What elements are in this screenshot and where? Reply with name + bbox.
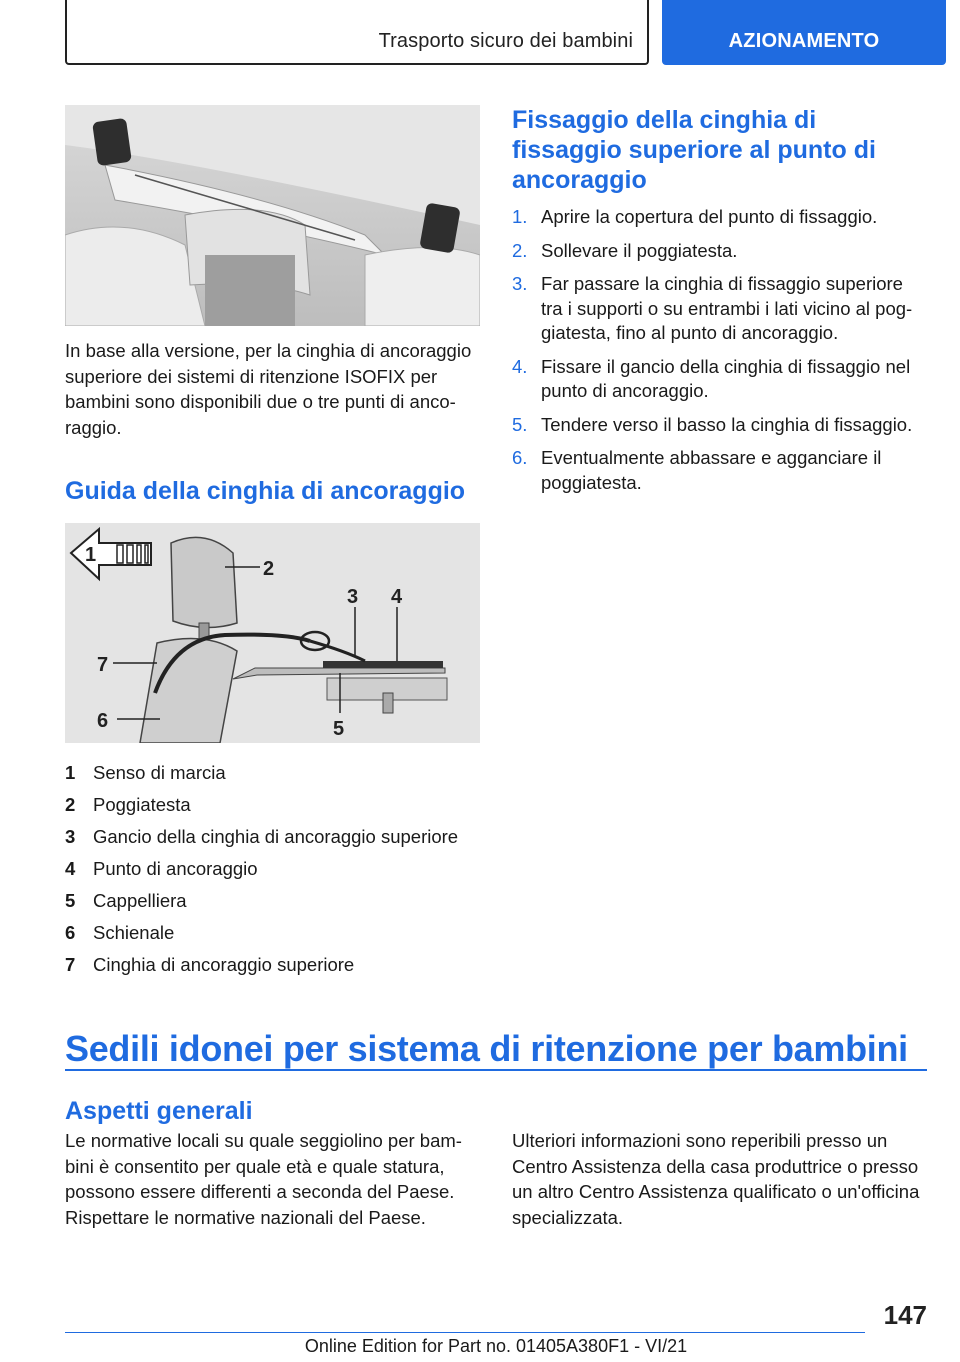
header-section-box — [65, 0, 649, 65]
header-chapter-label: AZIONAMENTO — [728, 30, 880, 52]
step-item: 1. Aprire la copertura del punto di fissaggio. — [512, 206, 878, 227]
diagram-legend — [65, 757, 480, 981]
rear-shelf-photo — [65, 105, 480, 326]
header-section-title: Trasporto sicuro dei bambini — [378, 30, 633, 52]
callout-7: 7 — [97, 654, 109, 676]
step-item: 6. Eventualmente abbassare e agganciare il poggiatesta. — [512, 447, 882, 493]
legend-item: 7 Cinghia di ancoraggio superiore — [65, 954, 355, 975]
legend-item: 2 Poggiatesta — [65, 794, 191, 815]
fixing-heading: Fissaggio della cinghia di fissaggio superiore al punto di ancoraggio — [512, 106, 876, 194]
step-item: 4. Fissare il gancio della cinghia di fissaggio nel punto di ancoraggio. — [512, 355, 911, 401]
callout-6: 6 — [97, 710, 109, 732]
footer-edition-text: Online Edition for Part no. 01405A380F1 - VI/21 — [304, 1336, 688, 1356]
heading-divider — [65, 1069, 927, 1071]
callout-3: 3 — [347, 586, 359, 608]
callout-2: 2 — [263, 558, 275, 580]
step-item: 3. Far passare la cinghia di fissaggio superiore tra i supporti o su entrambi i lati vicino al poggiatesta, fino al punto di ancoraggio. — [512, 273, 913, 343]
page-number: 147 — [883, 1300, 927, 1330]
anchor-cover-left — [92, 118, 132, 166]
intro-paragraph: In base alla versione, per la cinghia di ancoraggio superiore dei sistemi di ritenzione ISOFIX per bambini sono disponibili due o tre punti di ancoraggio. — [65, 340, 472, 438]
general-paragraph-left: Le normative locali su quale seggiolino per bambini è consentito per quale età e quale statura, possono essere differenti a seconda del Paese. Rispettare le normative nazionali del Paese. — [65, 1130, 462, 1228]
left-column — [65, 105, 480, 981]
step-item: 2. Sollevare il poggiatesta. — [512, 239, 738, 261]
seats-heading: Sedili idonei per sistema di ritenzione per bambini — [65, 1028, 908, 1069]
guide-heading: Guida della cinghia di ancoraggio — [65, 477, 466, 505]
legend-item: 4 Punto di ancoraggio — [65, 858, 258, 879]
general-paragraph-right: Ulteriori informazioni sono reperibili presso un Centro Assistenza della casa produttrice o presso un altro Centro Assistenza qualificato o un'officina specializzata. — [512, 1130, 920, 1228]
callout-4: 4 — [391, 586, 403, 608]
right-column — [512, 105, 927, 504]
step-item: 5. Tendere verso il basso la cinghia di fissaggio. — [512, 413, 913, 435]
legend-item: 6 Schienale — [65, 922, 175, 943]
legend-item: 3 Gancio della cinghia di ancoraggio superiore — [65, 826, 459, 847]
fixing-steps — [512, 205, 927, 495]
general-subheading: Aspetti generali — [65, 1097, 253, 1125]
legend-item: 5 Cappelliera — [65, 890, 187, 911]
callout-1: 1 — [85, 544, 97, 566]
footer-divider — [65, 1332, 865, 1333]
header-chapter-tab — [662, 0, 946, 65]
legend-item: 1 Senso di marcia — [65, 762, 226, 783]
tether-routing-diagram — [65, 523, 480, 743]
callout-5: 5 — [333, 718, 345, 740]
